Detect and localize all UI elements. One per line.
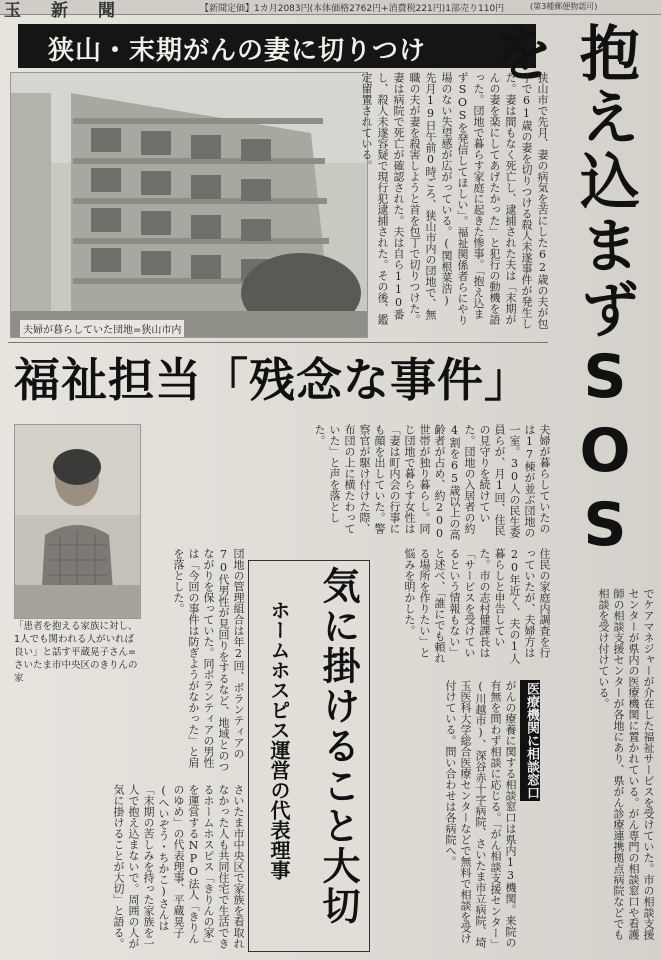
headline-band xyxy=(18,24,536,68)
related-body-bottom: さいたま市中央区で家族を看取れなかった人も共同住宅で生活できるホームホスピス「きりんの家」を運営するNPO法人「きりんのゆめ」の代表理事、平蔵晃子(へいぞう・ちかこ)さんは「末期の苦しみを持った家族を一人で抱え込まないで。周囲の人が気に掛けることが大切」と語る。 xyxy=(112,784,245,949)
sub-headline: 福祉担当「残念な事件」 xyxy=(14,353,531,407)
article-body-volunteer: 団地の管理組合は年2回、ボランティアの70代男性が見回りをするなど、地域とのつながりを保っていた。同ボランティアの男性は「今回の事件は防ぎようがなかった」と肩を落とした。 xyxy=(172,548,245,772)
related-body-far-right: でケアマネジャーが介在した福祉サービスを受けていた。市の相談支援センターが県内の医療機関に置かれている。がん専門の相談窓口や看護師の相談支援センターが各地にあり、県がん診療連携拠点病院などでも相談を受け付けている。 xyxy=(597,588,655,940)
woman-portrait-image xyxy=(15,425,140,618)
photo-caption: 夫婦が暮らしていた団地=狭山市内 xyxy=(20,320,184,337)
band-headline: 狭山・末期がんの妻に切りつけ xyxy=(48,36,427,66)
related-headline: 気に掛けること大切 xyxy=(316,566,360,926)
apartment-building-image xyxy=(11,73,367,337)
related-subheadline: ホームホスピス運営の代表理事 xyxy=(267,600,291,880)
main-headline: 抱え込まずSOSを xyxy=(484,22,640,564)
newspaper-name: 玉新聞 xyxy=(4,1,145,21)
interviewee-caption: 「患者を抱える家族に対し、1人でも関われる人がいれば良い」と話す平蔵晃子さん=さいたま市中央区のきりんの家 xyxy=(14,621,138,684)
consultation-box-body: がんの療養に関する相談窓口は県内13機関。来院の有無を問わず相談に応じる。「がん相談支援センター」(川越市)、深谷赤十字病院、さいたま市立病院、埼玉医科大学総合医療センターなどで無料で相談を受け付けている。問い合わせは各病院へ。 xyxy=(444,680,517,950)
masthead xyxy=(0,0,661,21)
consultation-box-title: 医療機関に相談窓口 xyxy=(520,680,540,801)
interviewee-photo xyxy=(14,424,141,619)
article-body-middle: 夫婦が暮らしていたのは17棟が並ぶ団地の一室。30人の民生委員らが、月1回、住民の見守りを続けていた。団地の入居者の約4割を65歳以上の高齢者が占め、約200世帯が独り暮らし。同じ団地で暮らす女性は「妻は町内会の行事にも顔を出していた。警察官が駆け付けた際、布団の上に横たわっていた」と声を落とした。 xyxy=(313,424,551,540)
subscription-price: 【新聞定価】1カ月2083円(本体価格2762円+消費税221円)1部売り110円 xyxy=(200,4,505,14)
postal-license: (第3種郵便物認可) xyxy=(530,2,598,11)
section-divider xyxy=(8,342,548,343)
article-body-intro: 狭山市で先月、妻の病気を苦にした62歳の夫が包丁で61歳の妻を切りつける殺人未遂事件が発生した。妻は間もなく死亡し、逮捕された夫は「末期がんの妻を楽にしてあげたかった」と犯行の動機を語った。団地で暮らす家庭に起きた惨事。「抱え込まずSOSを発信してほしい」。福祉関係者らにやり場のない失望感が広がっている。(関根菜浩) 先月19日午前0時ごろ、狭山市内の団地で、無職の夫が妻を殺害しようと首を包丁で切りつけた。妻は病院で死亡が確認された。夫は自ら110番し、殺人未遂容疑で現行犯逮捕された。その後、鑑定留置されている。 xyxy=(360,72,549,329)
related-body-right: 住民の家庭内調査を行っていたが、夫婦方は20年近く、夫の1人暮らしと申告していた。市の志村健課長は「サービスを受けているという情報もない」と述べ、「誰にでも頼れる場所を作りたい」と悩みを明かした。 xyxy=(403,548,551,664)
apartment-photo xyxy=(10,72,368,338)
